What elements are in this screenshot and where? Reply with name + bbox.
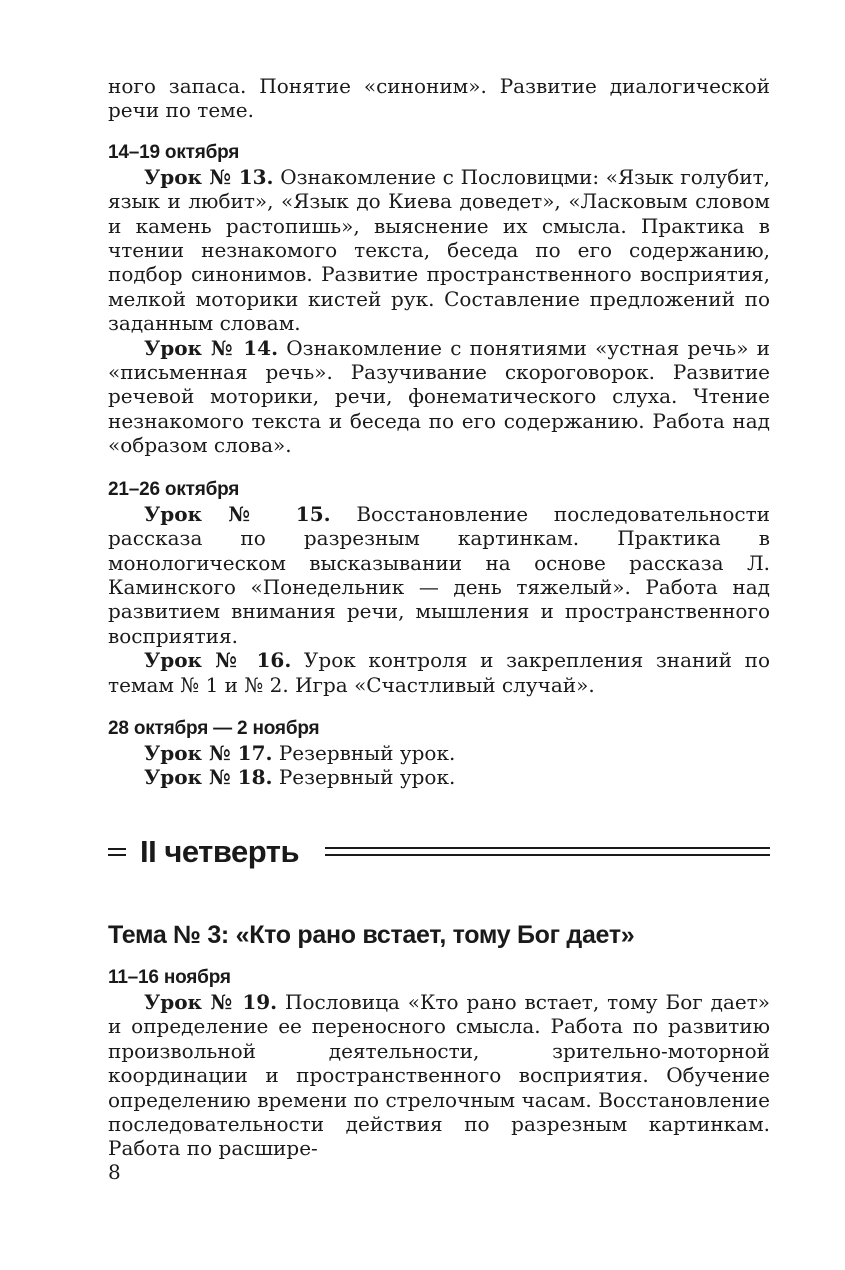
lesson-text: Пословица «Кто рано встает, тому Бог дает» и определение ее переносного смысла. Работа по развитию произвольной деятельности, зрительно-моторной координации и пространственного восприятия. Обучение определению времени по стрелочным часам. Восстановление последовательности действия по разрезным картинкам. Работа по расшире-: [108, 990, 770, 1161]
last-section: [108, 966, 770, 1161]
quarter-heading: II четверть: [140, 834, 300, 869]
lesson-text: Ознакомление с понятиями «устная речь» и «письменная речь». Разучивание скороговорок. Развитие речевой моторики, речи, фонематического слуха. Чтение незнакомого текста и беседа по его содержанию. Работа над «образом слова».: [108, 335, 770, 458]
section-date: 28 октября — 2 ноября: [108, 717, 320, 739]
lesson-label: Урок № 15.: [144, 501, 331, 526]
quarter-heading-block: [108, 832, 770, 872]
lesson-text: Резервный урок.: [272, 765, 456, 790]
section-date: 11–16 ноября: [108, 967, 231, 988]
lesson-label: Урок № 16.: [144, 648, 292, 673]
lesson-paragraph: [108, 765, 770, 789]
topic-heading: Тема № 3: «Кто рано встает, тому Бог дает»: [108, 921, 635, 949]
lesson-text: Восстановление последовательности рассказа по разрезным картинкам. Практика в монологическом высказывании на основе рассказа Л. Каминского «Понедельник — день тяжелый». Работа над развитием внимания речи, мышления и пространственного восприятия.: [108, 501, 770, 648]
lesson-label: Урок № 13.: [144, 164, 274, 189]
page-number: 8: [108, 1160, 121, 1184]
intro-paragraph: ного запаса. Понятие «синоним». Развитие диалогической речи по теме.: [108, 74, 770, 123]
page-content: [108, 74, 770, 790]
lesson-label: Урок № 19.: [144, 990, 278, 1014]
section-date: 14–19 октября: [108, 141, 240, 163]
lesson-paragraph: [108, 336, 770, 458]
lesson-paragraph: [108, 990, 770, 1161]
lesson-text: Ознакомление с Пословицми: «Язык голубит, язык и любит», «Язык до Киева доведет», «Ласковым словом и камень растопишь», выяснение их смысла. Практика в чтении незнакомого текста, беседа по его содержанию, подбор синонимов. Развитие пространственного восприятия, мелкой моторики кистей рук. Составление предложений по заданным словам.: [108, 164, 770, 336]
lesson-label: Урок № 14.: [144, 335, 279, 360]
lesson-paragraph: [108, 648, 770, 697]
lesson-text: Урок контроля и закрепления знаний по темам № 1 и № 2. Игра «Счастливый случай».: [108, 648, 770, 697]
lesson-label: Урок № 18.: [144, 765, 273, 790]
double-dash-ornament: [108, 848, 126, 860]
lesson-text: Резервный урок.: [272, 740, 456, 765]
section-date: 21–26 октября: [108, 478, 240, 500]
lesson-paragraph: [108, 741, 770, 765]
double-rule-divider: [325, 847, 770, 861]
lesson-paragraph: [108, 502, 770, 648]
lesson-label: Урок № 17.: [144, 740, 273, 765]
lesson-paragraph: [108, 165, 770, 336]
